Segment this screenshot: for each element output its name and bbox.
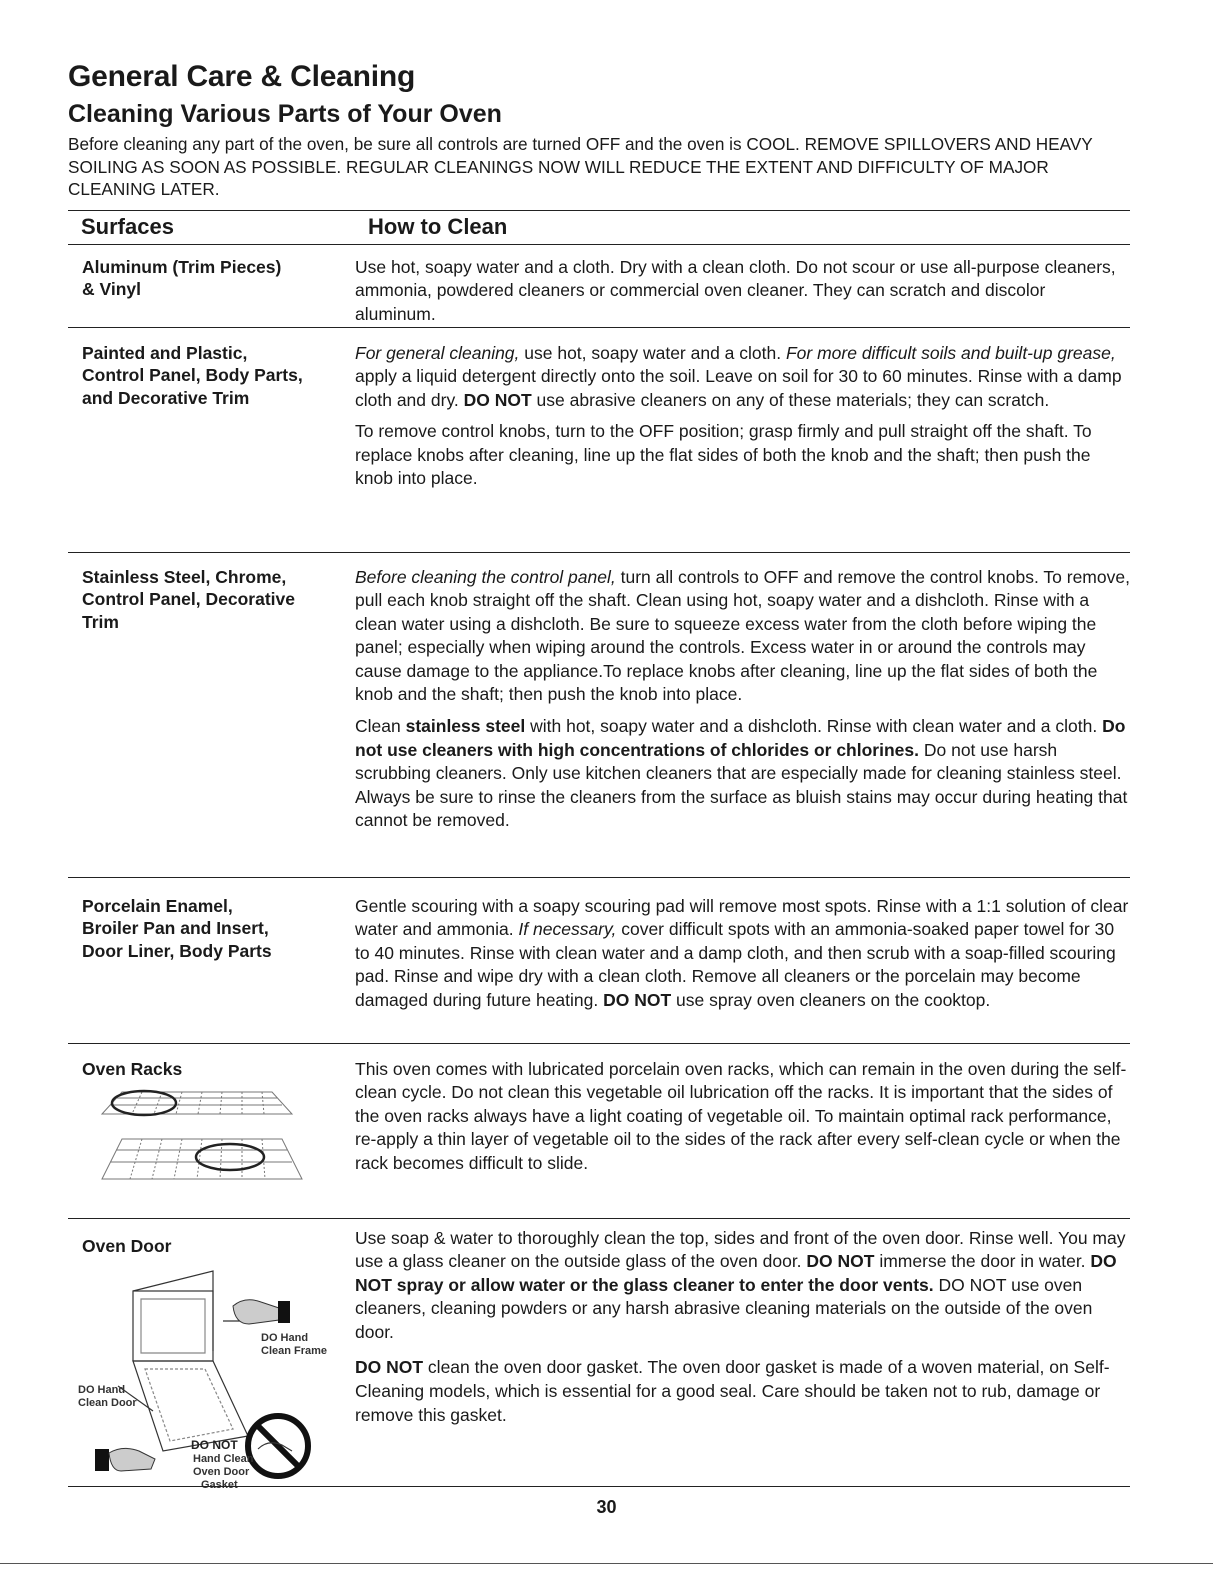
how-cell [355,566,1130,877]
table-row-painted [68,328,1130,553]
surface-label: Control Panel, Decorative [82,589,295,609]
surfaces-header: Surfaces [81,214,174,239]
oven-door-illustration [73,1261,343,1496]
table-row-door [68,1219,1130,1497]
table-row-stainless [68,553,1130,878]
text-run: immerse the door in water. [874,1251,1091,1272]
how-text: To remove control knobs, turn to the OFF position; grasp firmly and pull straight off the shaft. To replace knobs after cleaning, line up the flat sides of both the knob and the shaft; then push the knob into place. [355,421,1092,489]
text-run: Gentle scouring with a soapy scouring pad will remove most spots. Rinse with a 1:1 solution of clear water and ammonia. [355,895,1129,940]
how-cell [355,342,1130,552]
how-text: This oven comes with lubricated porcelain oven racks, which can remain in the oven during the self-clean cycle. Do not clean this vegetable oil lubrication off the racks. It is important that the sides of the oven racks always have a light coating of vegetable oil. To maintain optimal rack performance, re-apply a thin layer of vegetable oil to the sides of the rack after every self-clean cycle or when the rack becomes difficult to slide. [355,1058,1127,1173]
warning: DO NOT spray or allow water or the glass cleaner to enter the door vents. [355,1251,1117,1295]
page [68,60,1130,1497]
page-number: 30 [596,1497,617,1517]
surface-cell [68,1227,355,1497]
text-run: turn all controls to OFF and remove the control knobs. To remove, pull each knob straight off the shaft. Clean using hot, soapy water and a dishcloth. Rinse with a clean water using a dishcloth. Be sure to squeeze excess water from the cloth before wiping the panel; especially when wiping around the controls. Excess water in or around the controls may cause damage to the appliance.To replace knobs after cleaning, line up the flat sides of both the knob and the shaft; then push the knob into place. [355,566,1130,705]
surface-label: Aluminum (Trim Pieces) [82,256,282,277]
emphasis: If necessary, [518,919,617,940]
emphasis: stainless steel [405,716,526,737]
surface-label: & Vinyl [82,279,142,299]
label-hand-clean-door: Clean Door [78,1396,137,1409]
warning: DO NOT [463,389,532,410]
how-text [355,342,1130,413]
hand-icon [95,1448,155,1471]
label-hand-clean-frame: Clean Frame [261,1344,328,1357]
text-run: use abrasive cleaners on any of these materials; they can scratch. [531,389,1050,410]
table-row-racks [68,1044,1130,1219]
text-run: DO NOT use oven cleaners, cleaning powders or any harsh abrasive cleaning materials on the outside of the oven door. [355,1274,1093,1342]
intro-paragraph: Before cleaning any part of the oven, be sure all controls are turned OFF and the oven is COOL. REMOVE SPILLOVERS AND HEAVY SOILING AS SOON AS POSSIBLE. REGULAR CLEANINGS NOW WILL REDUCE THE EXTENT AND DIFFICULTY OF MAJOR CLEANING LATER. [68,134,1093,199]
text-run: with hot, soapy water and a dishcloth. Rinse with clean water and a cloth. [525,716,1103,737]
text-run: cover difficult spots with an ammonia-soaked paper towel for 30 to 40 minutes. Rinse with clean water and a damp cloth, and then scrub with a soap-filled scouring pad. Rinse and wipe dry with a clean cloth. Remove all cleaners or the porcelain may become damaged during future heating. [355,919,1116,1010]
scan-edge-rule [0,1563,1213,1564]
how-text [355,1227,1130,1345]
surface-label: Door Liner, Body Parts [82,940,272,961]
label-do-not: Oven Door [193,1465,250,1478]
surface-label: Oven Racks [82,1058,183,1079]
surface-cell [68,1058,355,1218]
text-run: apply a liquid detergent directly onto the soil. Leave on soil for 30 to 60 minutes. Rinse with a damp cloth and dry. [355,366,1122,410]
text-run: use spray oven cleaners on the cooktop. [671,989,991,1010]
surface-label: Stainless Steel, Chrome, [82,566,287,587]
surface-label: Porcelain Enamel, [82,895,233,916]
text-run: Use soap & water to thoroughly clean the top, sides and front of the oven door. Rinse well. You may use a glass cleaner on the outside glass of the oven door. [355,1227,1126,1272]
warning: DO NOT [355,1357,424,1378]
surface-label: Control Panel, Body Parts, [82,365,303,385]
label-do-not: Hand Clean [193,1452,254,1465]
oil-circle-top [112,1091,176,1115]
no-symbol-icon [248,1416,308,1476]
warning: DO NOT [806,1251,875,1272]
surface-label: Painted and Plastic, [82,342,248,363]
footer-rule [68,1486,1130,1487]
emphasis: For more difficult soils and built-up grease, [785,342,1116,363]
surface-cell [68,895,355,1043]
surface-label: and Decorative Trim [82,387,250,408]
emphasis: Before cleaning the control panel, [355,566,616,587]
hand-icon [233,1299,290,1323]
surface-cell [68,566,355,877]
page-title: General Care & Cleaning [68,60,416,93]
label-hand-clean-door: DO Hand [78,1383,126,1396]
surface-label: Broiler Pan and Insert, [82,918,269,938]
warning: Do not use cleaners with high concentrations of chlorides or chlorines. [355,716,1126,760]
warning: DO NOT [603,989,672,1010]
text-run: use hot, soapy water and a cloth. [519,342,786,363]
how-cell [355,1058,1130,1218]
how-cell [355,895,1130,1043]
text-run: Do not use harsh scrubbing cleaners. Only use kitchen cleaners that are especially made for cleaning stainless steel. Always be sure to rinse the cleaners from the surface as bluish stains may occur during heating that cannot be removed. [355,739,1128,831]
label-do-not: Gasket [201,1478,238,1491]
surface-label: Oven Door [82,1235,172,1256]
label-hand-clean-frame: DO Hand [261,1331,309,1344]
table-row-porcelain [68,878,1130,1044]
label-do-not: DO NOT [191,1437,238,1452]
how-text [355,1356,1130,1427]
emphasis: For general cleaning, [355,342,520,363]
how-to-clean-header: How to Clean [368,214,508,239]
text-run: clean the oven door gasket. The oven door gasket is made of a woven material, on Self-Cleaning models, which is essential for a good seal. Care should be taken not to rub, damage or remove this gasket. [355,1357,1110,1425]
how-text: Use hot, soapy water and a cloth. Dry with a clean cloth. Do not scour or use all-purpose cleaners, ammonia, powdered cleaners or commercial oven cleaner. They can scratch and discolor aluminum. [355,256,1116,324]
oil-circle-bottom [196,1144,264,1170]
text-run: Clean [355,716,406,737]
how-cell [355,256,1130,327]
how-text [355,566,1130,708]
surface-label: Trim [82,611,119,632]
surface-cell [68,256,355,327]
oven-racks-illustration [82,1084,312,1194]
how-text [355,715,1130,833]
section-title: Cleaning Various Parts of Your Oven [68,100,502,128]
how-text [355,895,1130,1013]
table-header [68,211,1130,245]
surface-cell [68,342,355,552]
how-cell [355,1227,1130,1497]
table-row-aluminum [68,245,1130,328]
